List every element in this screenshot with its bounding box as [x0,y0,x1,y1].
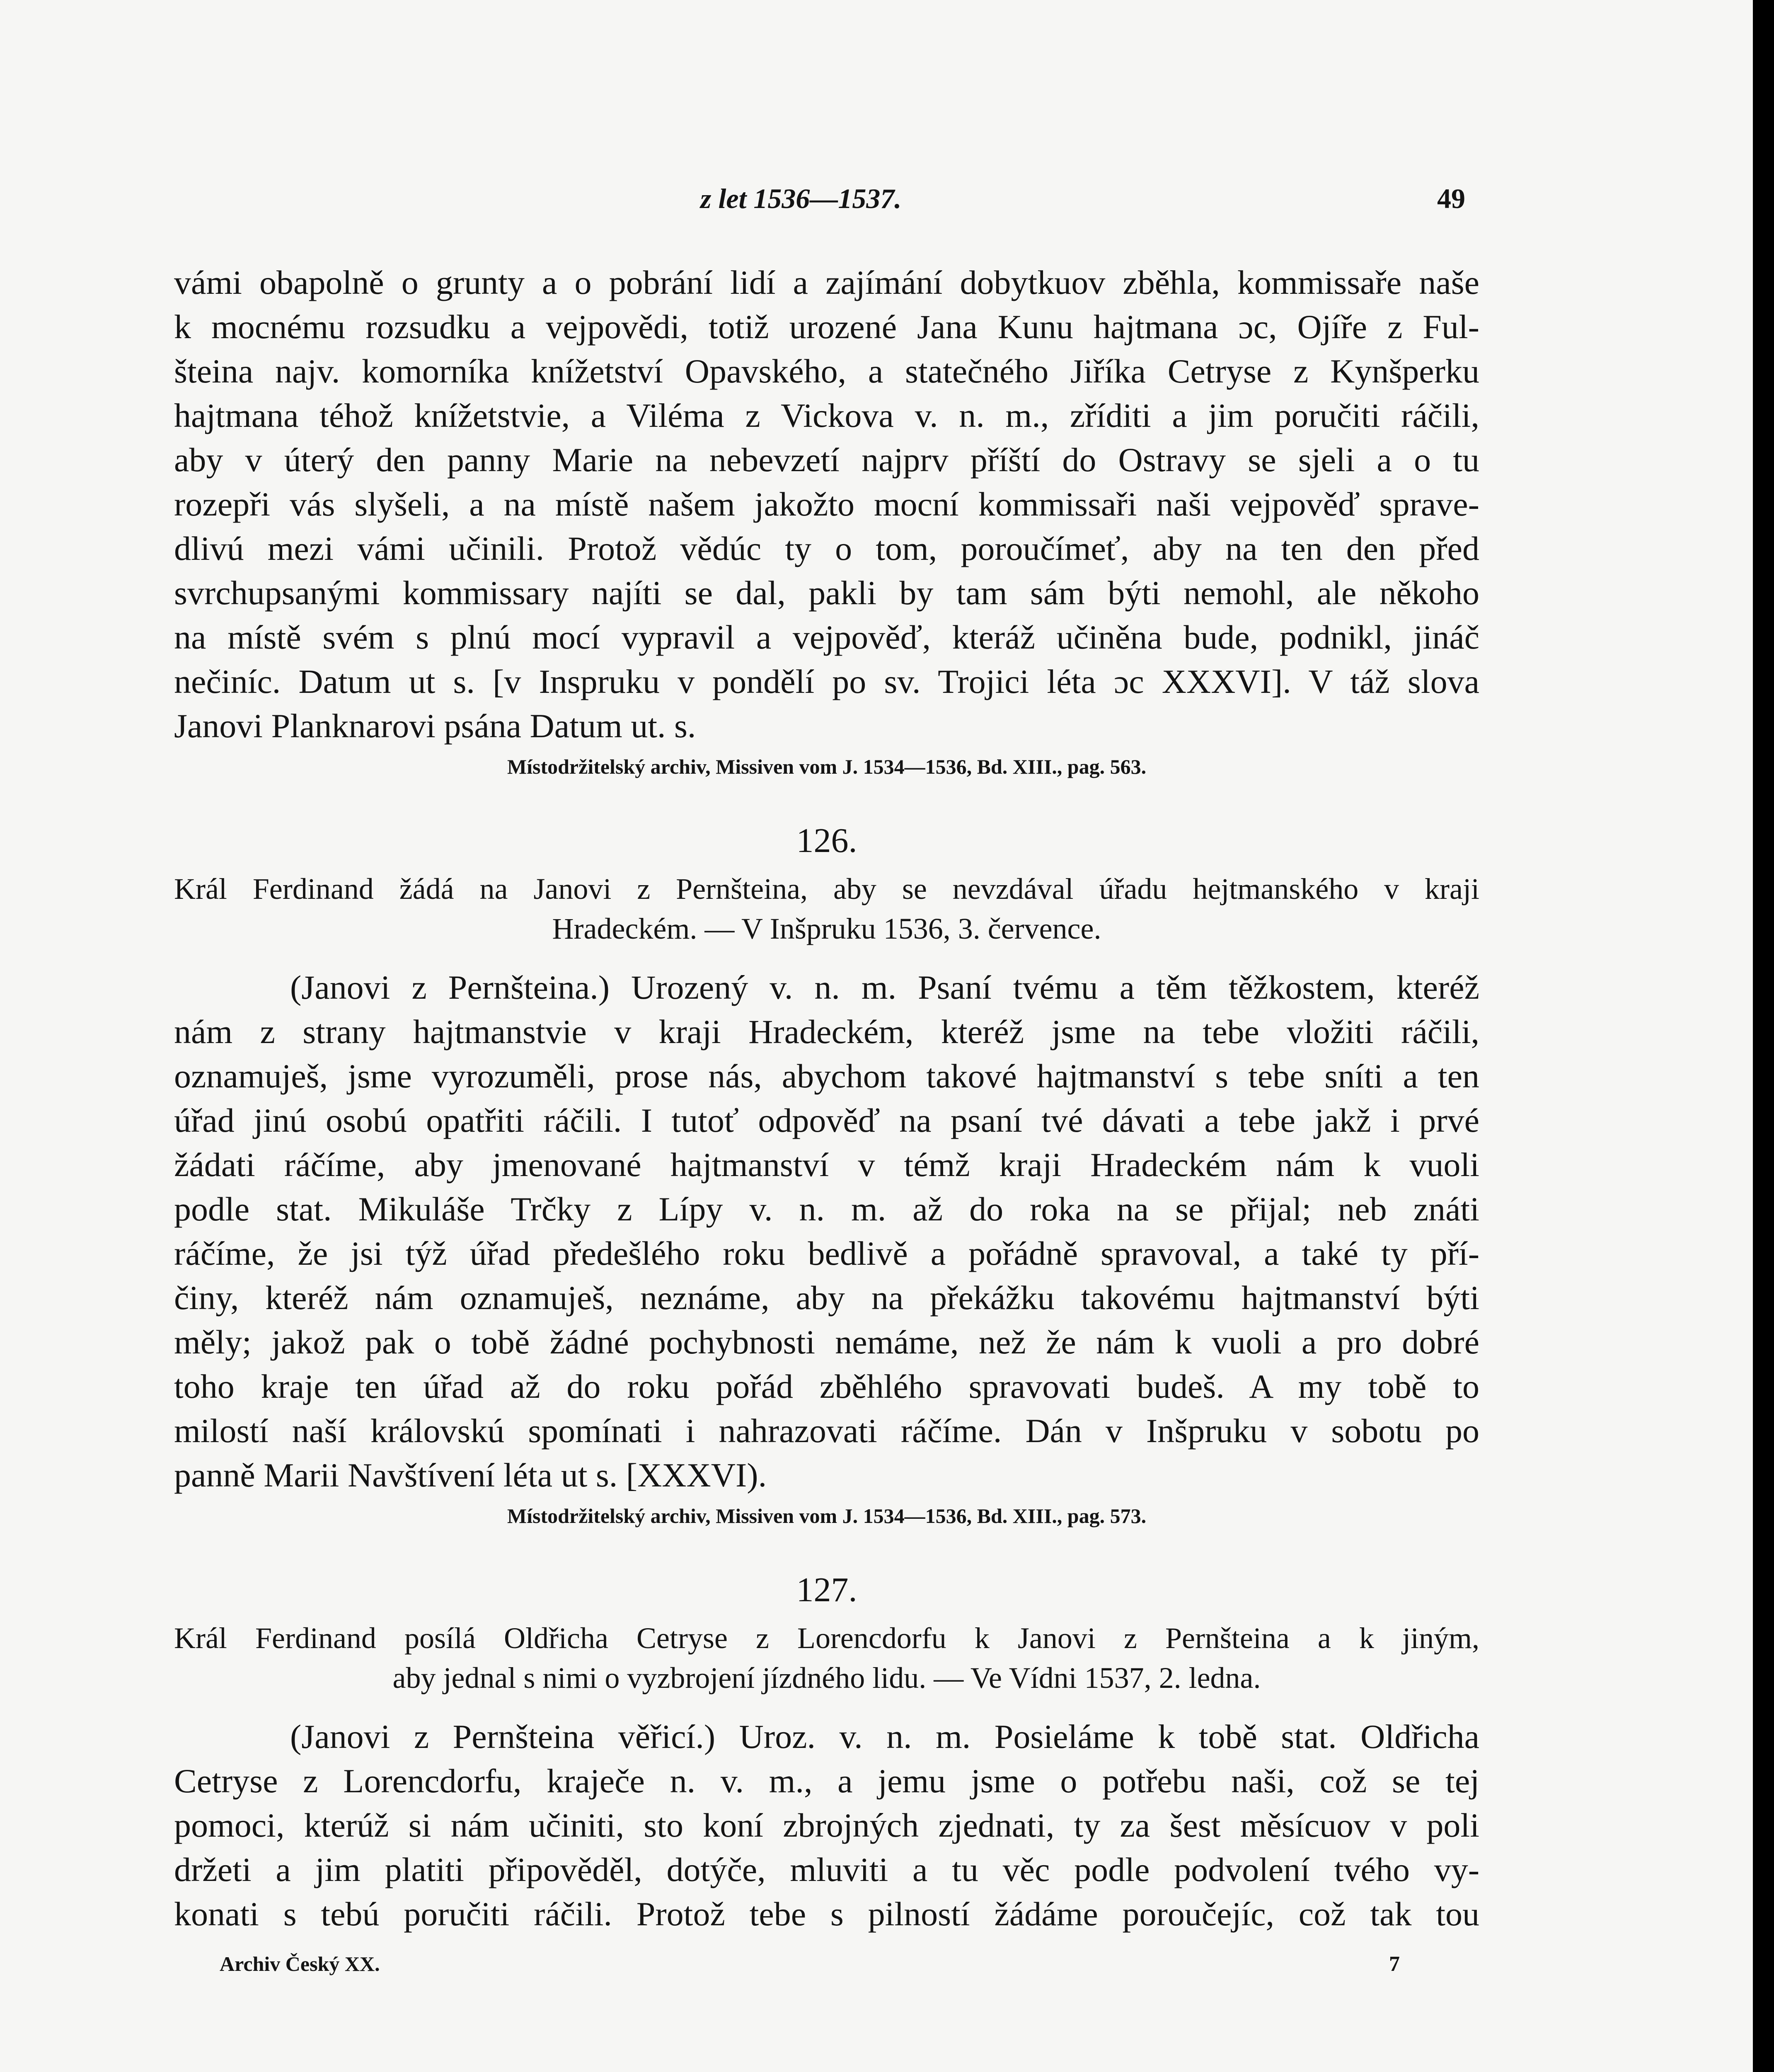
doc-number-126: 126. [796,821,857,860]
page-number: 49 [1437,183,1465,214]
doc-127-text [174,1714,1479,1936]
text-line: konati s tebú poručiti ráčili. Protož tebe s pilností žádáme poroučejíc, což tak tou [174,1895,1479,1933]
running-head [0,182,1753,220]
text-line: milostí naší královskú spomínati i nahrazovati ráčíme. Dán v Inšpruku v sobotu po [174,1412,1479,1450]
text-line: ráčíme, že jsi týž úřad předešlého roku bedlivě a pořádně spravoval, a také ty pří- [174,1234,1479,1272]
text-line: podle stat. Mikuláše Trčky z Lípy v. n. m. až do roka na se přijal; neb znáti [174,1190,1479,1228]
page-footer [0,1952,1753,1985]
sheet-mark: 7 [1389,1952,1400,1976]
text-line: svrchupsanými kommissary najíti se dal, pakli by tam sám býti nemohl, ale někoho [174,574,1479,612]
doc-127-regest [174,1618,1479,1698]
text-block [174,260,1479,1936]
running-title: z let 1536—1537. [700,183,902,214]
text-line: úřad jinú osobú opatřiti ráčili. I tutoť odpověď na psaní tvé dávati a tebe jakž i prvé [174,1101,1479,1139]
text-line: panně Marii Navštívení léta ut s. [XXXVI). [174,1456,767,1494]
signature-line: Archiv Český XX. [220,1952,380,1975]
text-line: Cetryse z Lorencdorfu, kraječe n. v. m., a jemu jsme o potřebu naši, což se tej [174,1762,1479,1800]
text-line: nečiníc. Datum ut s. [v Inspruku v pondělí po sv. Trojici léta ɔc XXXVI]. V táž slova [174,663,1479,700]
doc-126-text [174,965,1479,1497]
text-line: žádati ráčíme, aby jmenované hajtmanství v témž kraji Hradeckém nám k vuoli [174,1146,1479,1184]
regest-line: Král Ferdinand žádá na Janovi z Pernšteina, aby se nevzdával úřadu hejtmanského v kraji [174,872,1479,905]
source-citation: Místodržitelský archiv, Missiven vom J. 1534—1536, Bd. XIII., pag. 573. [507,1504,1147,1527]
text-line: měly; jakož pak o tobě žádné pochybnosti nemáme, než že nám k vuoli a pro dobré [174,1323,1479,1361]
text-line: Janovi Planknarovi psána Datum ut. s. [174,707,696,745]
text-line: držeti a jim platiti připověděl, dotýče, mluviti a tu věc podle podvolení tvého vy- [174,1851,1479,1888]
text-line: rozepři vás slyšeli, a na místě našem jakožto mocní kommissaři naši vejpověď sprave- [174,485,1479,523]
text-line: k mocnému rozsudku a vejpovědi, totiž urozené Jana Kunu hajtmana ɔc, Ojíře z Ful- [174,308,1479,346]
text-line: (Janovi z Pernšteina věřicí.) Uroz. v. n. m. Posieláme k tobě stat. Oldřicha [290,1718,1479,1755]
doc-number-127: 127. [796,1571,857,1609]
text-line: (Janovi z Pernšteina.) Urozený v. n. m. Psaní tvému a těm těžkostem, kteréž [290,968,1479,1006]
text-line: dlivú mezi vámi učinili. Protož vědúc ty o tom, poroučímeť, aby na ten den před [174,530,1479,567]
text-line: oznamuješ, jsme vyrozuměli, prose nás, abychom takové hajtmanství s tebe sníti a ten [174,1057,1479,1095]
text-line: nám z strany hajtmanstvie v kraji Hradeckém, kteréž jsme na tebe vložiti ráčili, [174,1013,1479,1051]
text-line: na místě svém s plnú mocí vypravil a vejpověď, kteráž učiněna bude, podnikl, jináč [174,618,1479,656]
doc-125-text [174,260,1479,748]
regest-line: aby jednal s nimi o vyzbrojení jízdného lidu. — Ve Vídni 1537, 2. ledna. [392,1661,1261,1694]
regest-line: Hradeckém. — V Inšpruku 1536, 3. července. [552,912,1101,945]
text-line: pomoci, kterúž si nám učiniti, sto koní zbrojných zjednati, ty za šest měsícuov v poli [174,1806,1479,1844]
text-line: hajtmana téhož knížetstvie, a Viléma z Vickova v. n. m., zříditi a jim poručiti ráčili, [174,397,1479,434]
text-line: vámi obapolně o grunty a o pobrání lidí a zajímání dobytkuov zběhla, kommissaře naše [174,264,1479,301]
source-citation: Místodržitelský archiv, Missiven vom J. 1534—1536, Bd. XIII., pag. 563. [507,755,1147,778]
regest-line: Král Ferdinand posílá Oldřicha Cetryse z Lorencdorfu k Janovi z Pernšteina a k jiným, [174,1622,1479,1655]
doc-126-regest [174,869,1479,949]
text-line: toho kraje ten úřad až do roku pořád zběhlého spravovati budeš. A my tobě to [174,1368,1479,1405]
text-line: aby v úterý den panny Marie na nebevzetí najprv příští do Ostravy se sjeli a o tu [174,441,1479,479]
text-line: činy, kteréž nám oznamuješ, neznáme, aby na překážku takovému hajtmanství býti [174,1279,1479,1317]
text-line: šteina najv. komorníka knížetství Opavského, a statečného Jiříka Cetryse z Kynšperku [174,352,1479,390]
